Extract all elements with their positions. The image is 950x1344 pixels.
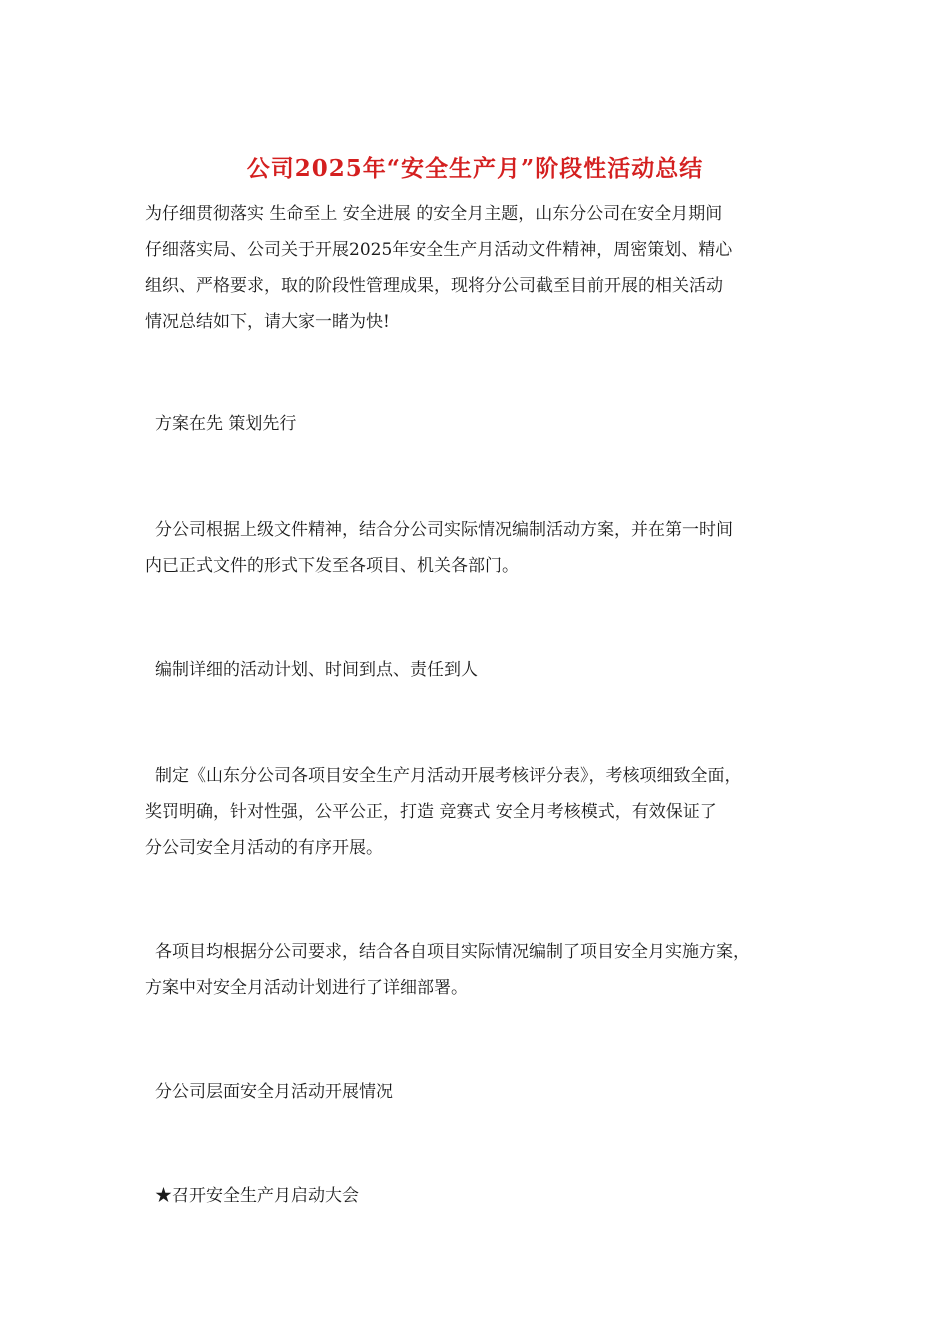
paragraph-line: 方案中对安全月活动计划进行了详细部署。 [145,978,468,998]
section-heading-plan [145,406,817,442]
paragraph-line: 奖罚明确，针对性强，公平公正，打造 竞赛式 安全月考核模式，有效保证了 [145,802,717,822]
paragraph-line: 组织、严格要求，取的阶段性管理成果，现将分公司截至目前开展的相关活动 [145,276,723,296]
paragraph-line: 仔细落实局、公司关于开展2025年安全生产月活动文件精神，周密策划、精心 [145,240,733,260]
section-heading-kickoff [145,1178,817,1214]
paragraph-line: ★召开安全生产月启动大会 [155,1186,359,1206]
section-heading-branch [145,1074,817,1110]
paragraph-line: 编制详细的活动计划、时间到点、责任到人 [155,660,478,680]
paragraph-projects [145,934,817,1006]
paragraph-assessment [145,758,817,866]
paragraph-line: 情况总结如下，请大家一睹为快! [145,312,390,332]
paragraph-line: 分公司安全月活动的有序开展。 [145,838,383,858]
paragraph-line: 分公司根据上级文件精神，结合分公司实际情况编制活动方案，并在第一时间 [155,520,733,540]
paragraph-line: 分公司层面安全月活动开展情况 [155,1082,393,1102]
paragraph-line: 制定《山东分公司各项目安全生产月活动开展考核评分表》，考核项细致全面， [155,766,742,786]
paragraph-line: 为仔细贯彻落实 生命至上 安全进展 的安全月主题，山东分公司在安全月期间 [145,204,723,224]
paragraph-intro [145,196,817,340]
paragraph-line: 各项目均根据分公司要求，结合各自项目实际情况编制了项目安全月实施方案， [155,942,750,962]
document-title: 公司2025年“安全生产月”阶段性活动总结 [246,155,704,182]
paragraph-line: 方案在先 策划先行 [155,414,297,434]
paragraph-plan [145,512,817,584]
section-heading-schedule [145,652,817,688]
paragraph-line: 内已正式文件的形式下发至各项目、机关各部门。 [145,556,519,576]
